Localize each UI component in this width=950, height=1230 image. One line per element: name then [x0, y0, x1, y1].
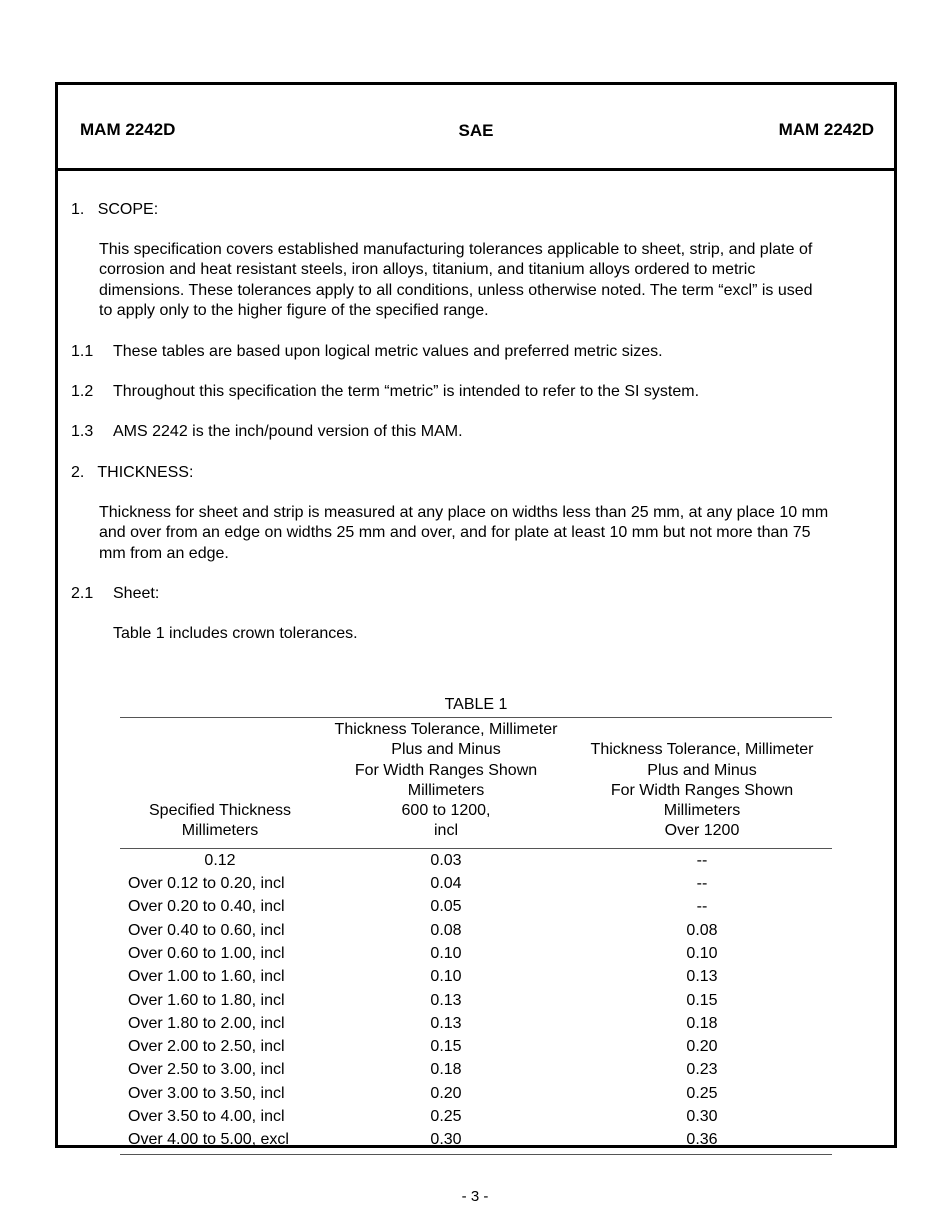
section-1-2	[71, 382, 93, 402]
cell-600-1200: 0.05	[430, 898, 462, 916]
cell-spec: Over 1.80 to 2.00, incl	[128, 1014, 285, 1032]
cell-over-1200: 0.13	[686, 968, 718, 986]
cell-over-1200: --	[696, 875, 708, 893]
cell-spec: Over 0.12 to 0.20, incl	[128, 875, 285, 893]
section-1-3	[71, 422, 93, 442]
body-line: corrosion and heat resistant steels, iron alloys, titanium, and titanium alloys ordered to metric	[99, 261, 756, 279]
table-row	[120, 1035, 832, 1058]
cell-over-1200: 0.10	[686, 944, 718, 962]
table-row	[120, 1082, 832, 1105]
cell-over-1200: 0.18	[686, 1014, 718, 1032]
cell-spec: Over 3.50 to 4.00, incl	[128, 1108, 285, 1126]
section-number: 1.2	[71, 383, 94, 400]
table-row	[120, 919, 832, 942]
cell-over-1200: 0.30	[686, 1108, 718, 1126]
cell-over-1200: 0.25	[686, 1084, 718, 1102]
table-note: Table 1 includes crown tolerances.	[113, 625, 358, 642]
page-header	[58, 85, 894, 171]
body-line: This specification covers established manufacturing tolerances applicable to sheet, strip, and plate of	[99, 241, 813, 258]
cell-spec: Over 2.50 to 3.00, incl	[128, 1061, 285, 1079]
body-line: dimensions. These tolerances apply to all conditions, unless otherwise noted. The term “excl” is used	[99, 281, 813, 299]
cell-600-1200: 0.10	[430, 944, 462, 962]
cell-600-1200: 0.13	[430, 1014, 462, 1032]
table-row	[120, 1105, 832, 1128]
section-number: 1.1	[71, 343, 94, 360]
cell-spec: Over 1.60 to 1.80, incl	[128, 991, 285, 1009]
cell-600-1200: 0.20	[430, 1084, 462, 1102]
col-header-width-600-1200: Thickness Tolerance, Millimeter Plus and Minus For Width Ranges Shown Millimeters 600 to 1200, incl	[320, 718, 572, 849]
cell-spec: 0.12	[204, 851, 236, 869]
section-1-1-text: These tables are based upon logical metric values and preferred metric sizes.	[113, 343, 663, 360]
col-header-specified-thickness: Specified Thickness Millimeters	[120, 718, 320, 849]
page-number: - 3 -	[461, 1188, 489, 1205]
table-row	[120, 965, 832, 988]
section-2-1	[71, 584, 93, 604]
cell-spec: Over 0.60 to 1.00, incl	[128, 944, 285, 962]
body-line: to apply only to the higher figure of the specified range.	[99, 301, 489, 319]
col-header-width-over-1200: Thickness Tolerance, Millimeter Plus and Minus For Width Ranges Shown Millimeters Over 1200	[572, 718, 832, 849]
cell-over-1200: 0.36	[572, 1128, 832, 1154]
table-row	[120, 1128, 832, 1154]
cell-spec: Over 1.00 to 1.60, incl	[128, 968, 285, 986]
body-line: mm from an edge.	[99, 544, 229, 562]
page-frame	[55, 82, 897, 1148]
section-title: SCOPE:	[97, 201, 159, 218]
cell-spec: Over 4.00 to 5.00, excl	[120, 1128, 320, 1154]
section-1-2-text: Throughout this specification the term “metric” is intended to refer to the SI system.	[113, 383, 700, 400]
cell-600-1200: 0.15	[430, 1038, 462, 1056]
table-row	[120, 895, 832, 918]
cell-600-1200: 0.08	[430, 921, 462, 939]
section-number: 2.	[71, 464, 85, 481]
cell-600-1200: 0.04	[430, 875, 462, 893]
section-number: 1.	[71, 201, 85, 218]
section-number: 2.1	[71, 585, 94, 602]
section-1-heading	[71, 200, 158, 220]
cell-600-1200: 0.13	[430, 991, 462, 1009]
body-line: Thickness for sheet and strip is measured at any place on widths less than 25 mm, at any place 10 mm	[99, 504, 829, 521]
cell-over-1200: --	[696, 898, 708, 916]
cell-over-1200: --	[696, 851, 708, 869]
cell-over-1200: 0.15	[686, 991, 718, 1009]
header-doc-id-left: MAM 2242D	[80, 120, 176, 139]
header-org: SAE	[458, 121, 494, 140]
table-row	[120, 1058, 832, 1081]
cell-spec: Over 3.00 to 3.50, incl	[128, 1084, 285, 1102]
cell-600-1200: 0.25	[430, 1108, 462, 1126]
table-row	[120, 872, 832, 895]
cell-600-1200: 0.30	[320, 1128, 572, 1154]
cell-spec: Over 0.20 to 0.40, incl	[128, 898, 285, 916]
cell-600-1200: 0.03	[430, 851, 462, 869]
table-row	[120, 989, 832, 1012]
cell-over-1200: 0.08	[686, 921, 718, 939]
cell-600-1200: 0.10	[430, 968, 462, 986]
table-row	[120, 848, 832, 872]
cell-over-1200: 0.23	[686, 1061, 718, 1079]
section-2-heading	[71, 463, 193, 483]
cell-spec: Over 2.00 to 2.50, incl	[128, 1038, 285, 1056]
table-row	[120, 942, 832, 965]
section-1-1	[71, 342, 93, 362]
section-number: 1.3	[71, 423, 94, 440]
table-1	[120, 695, 832, 1155]
section-1-body	[99, 240, 813, 321]
cell-600-1200: 0.18	[430, 1061, 462, 1079]
cell-spec: Over 0.40 to 0.60, incl	[128, 921, 285, 939]
cell-over-1200: 0.20	[686, 1038, 718, 1056]
section-2-body	[99, 503, 828, 564]
section-1-3-text: AMS 2242 is the inch/pound version of this MAM.	[113, 423, 463, 440]
section-title: THICKNESS:	[97, 464, 194, 481]
table-caption: TABLE 1	[120, 695, 832, 718]
table-row	[120, 1012, 832, 1035]
section-2-1-title: Sheet:	[113, 585, 160, 602]
body-line: and over from an edge on widths 25 mm and over, and for plate at least 10 mm but not more than 75	[99, 524, 811, 542]
header-doc-id-right: MAM 2242D	[778, 120, 874, 139]
